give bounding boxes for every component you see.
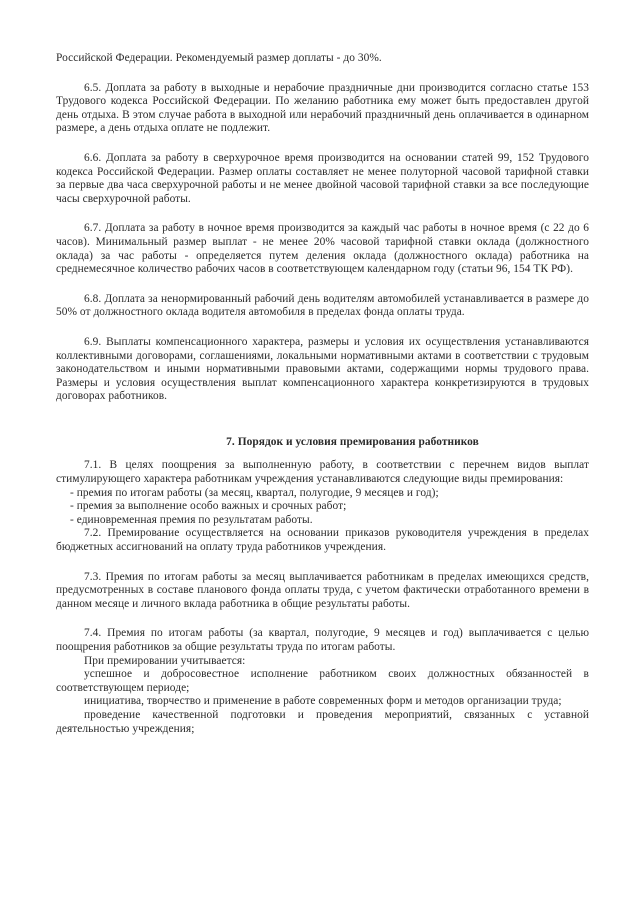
list-item: - премия по итогам работы (за месяц, квартал, полугодие, 9 месяцев и год); [70, 486, 439, 499]
paragraph-7-4: 7.4. Премия по итогам работы (за квартал, полугодие, 9 месяцев и год) выплачивается с целью поощрения работников за общие результаты труда по итогам работы. [56, 627, 589, 653]
paragraph-6-7: 6.7. Доплата за работу в ночное время производится за каждый час работы в ночное время (с 22 до 6 часов). Минимальный размер выплат - не менее 20% часовой тарифной ставки оклада (должностного оклада) за час работы - определяется путем деления оклада (должностного оклада) работника на среднемесячное количество рабочих часов в соответствующем календарном году (статьи 96, 154 ТК РФ). [56, 222, 589, 276]
paragraph-6-9: 6.9. Выплаты компенсационного характера, размеры и условия их осуществления устанавливаются коллективными договорами, соглашениями, локальными нормативными актами в соответствии с трудовым законодательством и иными нормативными правовыми актами, содержащими нормы трудового права. Размеры и условия осуществления выплат компенсационного характера конкретизируются в трудовых договорах работников. [56, 335, 589, 403]
paragraph-criterion: проведение качественной подготовки и проведения мероприятий, связанных с уставной деятельностью учреждения; [56, 708, 589, 735]
paragraph-criterion: успешное и добросовестное исполнение работником своих должностных обязанностей в соответствующем периоде; [56, 668, 589, 694]
paragraph-6-6: 6.6. Доплата за работу в сверхурочное время производится на основании статей 99, 152 Трудового кодекса Российской Федерации. Размер оплаты составляет не менее полуторной часовой тарифной ставки за первые два часа сверхурочной работы и не менее двойной часовой тарифной ставки за все последующие часы сверхурочной работы. [56, 151, 589, 205]
list-item: - премия за выполнение особо важных и срочных работ; [70, 500, 347, 513]
section-7-heading: 7. Порядок и условия премирования работников [226, 435, 479, 448]
paragraph-criterion: инициатива, творчество и применение в работе современных форм и методов организации труда; [84, 695, 562, 708]
paragraph-7-3: 7.3. Премия по итогам работы за месяц выплачивается работникам в пределах имеющихся средств, предусмотренных в составе планового фонда оплаты труда, с учетом фактически отработанного времени в данном месяце и личного вклада работника в общие результаты работы. [56, 570, 589, 610]
paragraph-7-1: 7.1. В целях поощрения за выполненную работу, в соответствии с перечнем видов выплат стимулирующего характера работникам учреждения устанавливаются следующие виды премирования: [56, 459, 589, 486]
paragraph-7-2: 7.2. Премирование осуществляется на основании приказов руководителя учреждения в пределах бюджетных ассигнований на оплату труда работников учреждения. [56, 527, 589, 554]
paragraph-6-5: 6.5. Доплата за работу в выходные и нерабочие праздничные дни производится согласно статье 153 Трудового кодекса Российской Федерации. По желанию работника ему может быть предоставлен другой день отдыха. В этом случае работа в выходной или нерабочий праздничный день оплачивается в одинарном размере, а день отдыха оплате не подлежит. [56, 81, 589, 135]
paragraph-6-8: 6.8. Доплата за ненормированный рабочий день водителям автомобилей устанавливается в размере до 50% от должностного оклада водителя автомобиля в пределах фонда оплаты труда. [56, 292, 589, 319]
list-item: - единовременная премия по результатам работы. [70, 513, 313, 526]
paragraph-continuation: Российской Федерации. Рекомендуемый размер доплаты - до 30%. [56, 52, 382, 64]
document-body [56, 52, 589, 736]
paragraph-bonus-criteria-intro: При премировании учитывается: [84, 654, 246, 667]
